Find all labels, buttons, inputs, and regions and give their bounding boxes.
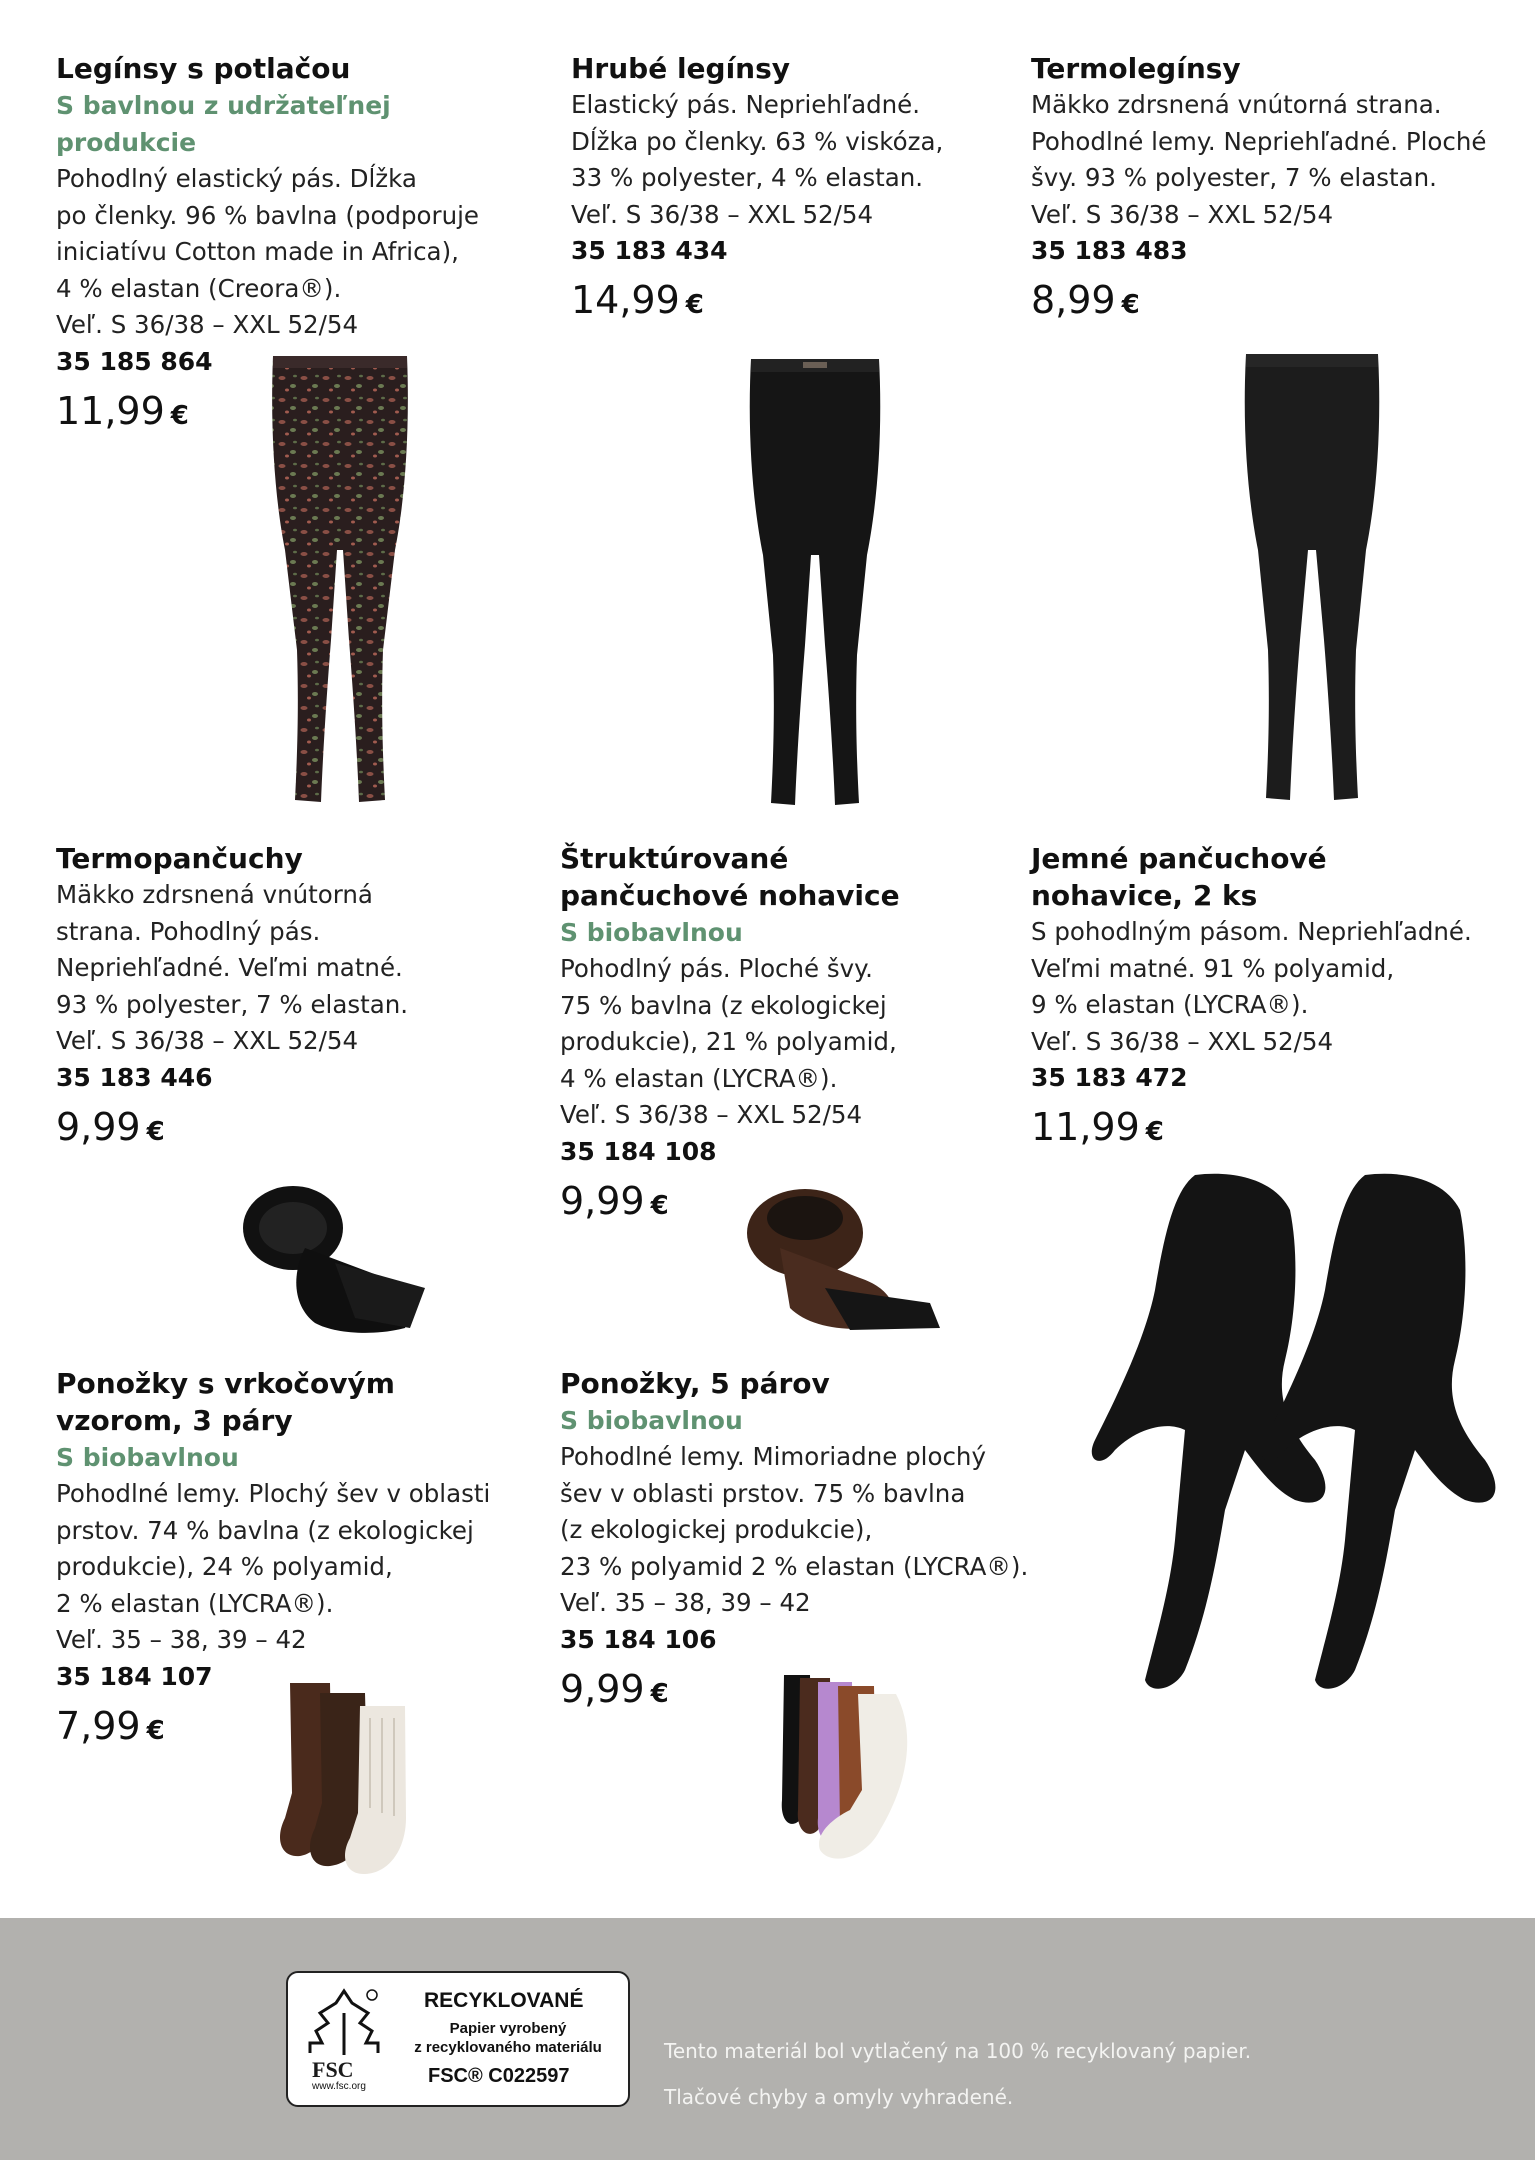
product-description: Pohodlný elastický pás. Dĺžka po členky. 96 % bavlna (podporuje iniciatívu Cotton made in Africa), 4 % elastan (Creora®). Veľ. S 36/38 – XXL 52/54 [56,164,480,340]
fsc-logo-text: FSC [312,2057,354,2082]
product-thermo-leggings [1031,50,1521,330]
product-code: 35 183 434 [571,236,728,266]
badge-subtitle: Papier vyrobený z recyklovaného materiálu [414,2020,602,2056]
recycled-paper-note: Tento materiál bol vytlačený na 100 % recyklovaný papier. [664,2039,1252,2063]
thermo-leggings-image [1232,350,1392,805]
product-title: Ponožky s vrkočovým vzorom, 3 páry [56,1367,395,1437]
thick-leggings-image [735,355,895,810]
product-subtitle: S biobavlnou [560,918,743,947]
badge-title: RECYKLOVANÉ [424,1989,584,2012]
socks-5-pack-image [770,1670,950,1870]
fsc-website: www.fsc.org [312,2081,366,2092]
product-description: S pohodlným pásom. Nepriehľadné. Veľmi matné. 91 % polyamid, 9 % elastan (LYCRA®). Veľ. S 36/38 – XXL 52/54 [1031,917,1472,1056]
product-subtitle: S bavlnou z udržateľnej produkcie [56,91,391,157]
product-fine-tights [1031,840,1521,1157]
product-code: 35 183 472 [1031,1063,1188,1093]
product-title: Termolegínsy [1031,52,1241,85]
product-textured-tights [560,840,1020,1231]
product-title: Jemné pančuchové nohavice, 2 ks [1031,842,1327,912]
product-price: 9,99 € [560,1178,669,1223]
product-code: 35 183 483 [1031,236,1188,266]
product-price: 7,99 € [56,1703,165,1748]
product-socks-5-pack [560,1365,1040,1719]
product-price: 14,99 € [571,278,704,323]
product-price: 11,99 € [1031,1105,1164,1150]
textured-tights-image [740,1178,950,1338]
product-code: 35 184 106 [560,1624,717,1654]
product-price: 9,99 € [56,1104,165,1149]
product-title: Termopančuchy [56,842,303,875]
product-description: Pohodlné lemy. Mimoriadne plochý šev v oblasti prstov. 75 % bavlna (z ekologickej produkcie), 23 % polyamid 2 % elastan (LYCRA®). Veľ. 35 – 38, 39 – 42 [560,1442,1029,1618]
product-subtitle: S biobavlnou [560,1406,743,1435]
product-title: Hrubé legínsy [571,52,791,85]
badge-code: FSC® C022597 [428,2065,570,2087]
errors-disclaimer: Tlačové chyby a omyly vyhradené. [664,2085,1014,2109]
product-price: 8,99 € [1031,278,1140,323]
product-thick-leggings [571,50,1001,330]
footer [0,1918,1535,2160]
product-price: 9,99 € [560,1666,669,1711]
fsc-recycled-badge [286,1971,630,2107]
fsc-tree-icon [302,1983,386,2063]
product-description: Mäkko zdrsnená vnútorná strana. Pohodlný pás. Nepriehľadné. Veľmi matné. 93 % polyester, 7 % elastan. Veľ. S 36/38 – XXL 52/54 [56,880,409,1056]
product-title: Legínsy s potlačou [56,52,351,85]
product-description: Elastický pás. Nepriehľadné. Dĺžka po členky. 63 % viskóza, 33 % polyester, 4 % elastan. Veľ. S 36/38 – XXL 52/54 [571,90,944,229]
product-description: Pohodlný pás. Ploché švy. 75 % bavlna (z ekologickej produkcie), 21 % polyamid, 4 % elastan (LYCRA®). Veľ. S 36/38 – XXL 52/54 [560,954,897,1130]
thermo-tights-image [235,1178,435,1338]
product-code: 35 185 864 [56,346,213,376]
cable-socks-image [270,1678,430,1878]
fine-tights-image [1075,1170,1515,1700]
product-price: 11,99 € [56,388,189,433]
product-code: 35 184 107 [56,1661,213,1691]
printed-leggings-image [255,350,425,810]
product-subtitle: S biobavlnou [56,1443,239,1472]
product-description: Pohodlné lemy. Plochý šev v oblasti prstov. 74 % bavlna (z ekologickej produkcie), 24 % polyamid, 2 % elastan (LYCRA®). Veľ. 35 – 38, 39 – 42 [56,1479,491,1655]
product-code: 35 184 108 [560,1136,717,1166]
product-title: Štruktúrované pančuchové nohavice [560,842,900,912]
product-thermo-tights [56,840,526,1157]
product-code: 35 183 446 [56,1062,213,1092]
product-description: Mäkko zdrsnená vnútorná strana. Pohodlné lemy. Nepriehľadné. Ploché švy. 93 % polyester, 7 % elastan. Veľ. S 36/38 – XXL 52/54 [1031,90,1487,229]
product-title: Ponožky, 5 párov [560,1367,830,1400]
